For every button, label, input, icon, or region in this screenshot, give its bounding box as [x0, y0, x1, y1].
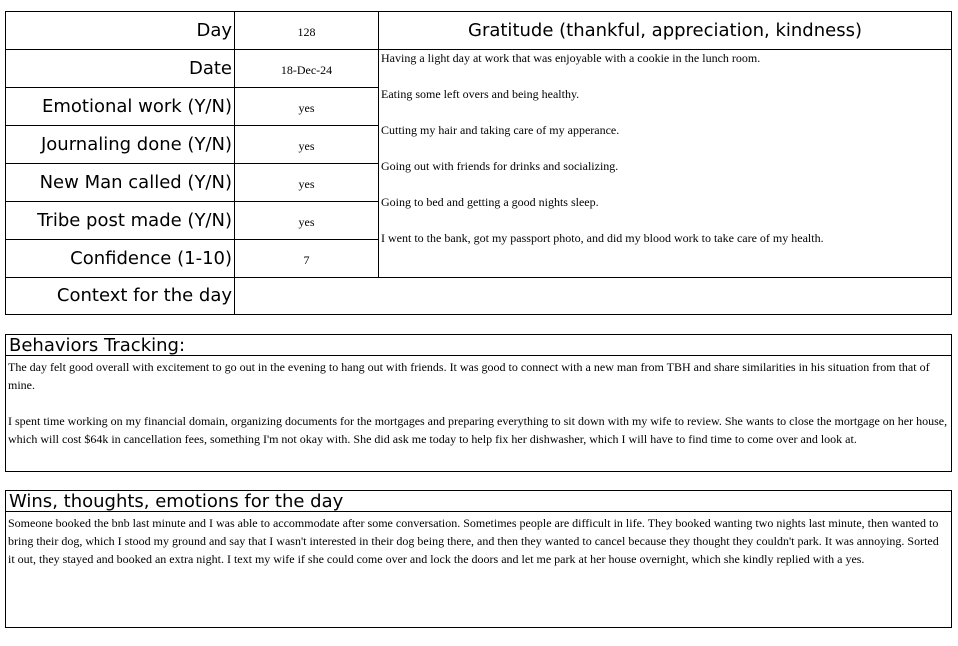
- journaling-value[interactable]: yes: [235, 126, 379, 164]
- journaling-label: Journaling done (Y/N): [6, 126, 235, 164]
- day-label: Day: [6, 12, 235, 50]
- gratitude-item: Cutting my hair and taking care of my apperance.: [381, 123, 620, 137]
- tribe-post-value[interactable]: yes: [235, 202, 379, 240]
- behaviors-section: [5, 334, 952, 472]
- day-value[interactable]: 128: [235, 12, 379, 50]
- context-value[interactable]: [235, 278, 951, 314]
- gratitude-item: Having a light day at work that was enjoyable with a cookie in the lunch room.: [381, 51, 761, 65]
- new-man-called-value[interactable]: yes: [235, 164, 379, 202]
- behaviors-paragraph: The day felt good overall with excitement to go out in the evening to hang out with friends. It was good to connect with a new man from TBH and share similarities in his situation from that of mine.: [8, 360, 930, 392]
- confidence-value[interactable]: 7: [235, 240, 379, 278]
- behaviors-paragraph: I spent time working on my financial domain, organizing documents for the mortgages and preparing everything to sit down with my wife to review. She wants to close the mortgage on her house, which will cost $64k in cancellation fees, something I'm not okay with. She did ask me today to help fix her dishwasher, which I will have to find time to come over and look at.: [8, 414, 948, 446]
- new-man-called-label: New Man called (Y/N): [6, 164, 235, 202]
- date-label: Date: [6, 50, 235, 88]
- gratitude-item: Eating some left overs and being healthy.: [381, 87, 580, 101]
- behaviors-title: Behaviors Tracking:: [6, 335, 951, 356]
- gratitude-item: Going to bed and getting a good nights sleep.: [381, 195, 599, 209]
- tribe-post-label: Tribe post made (Y/N): [6, 202, 235, 240]
- behaviors-text[interactable]: [6, 356, 951, 448]
- gratitude-item: I went to the bank, got my passport photo, and did my blood work to take care of my health.: [381, 231, 824, 245]
- date-value[interactable]: 18-Dec-24: [235, 50, 379, 88]
- daily-tracker-table: [5, 11, 952, 315]
- wins-title: Wins, thoughts, emotions for the day: [6, 491, 951, 512]
- gratitude-list[interactable]: [379, 50, 951, 278]
- confidence-label: Confidence (1-10): [6, 240, 235, 278]
- emotional-work-label: Emotional work (Y/N): [6, 88, 235, 126]
- emotional-work-value[interactable]: yes: [235, 88, 379, 126]
- gratitude-title: Gratitude (thankful, appreciation, kindness): [379, 12, 951, 50]
- gratitude-item: Going out with friends for drinks and socializing.: [381, 159, 619, 173]
- wins-section: [5, 490, 952, 628]
- wins-text[interactable]: Someone booked the bnb last minute and I was able to accommodate after some conversation. Sometimes people are difficult in life. They booked wanting two nights last minute, then wanted to bring their dog, which I stood my ground and say that I wasn't interested in their dog being there, and then they wanted to cancel because they thought they couldn't park. It was annoying. Sorted it out, they stayed and booked an extra night. I text my wife if she could come over and lock the doors and let me park at her house overnight, which she kindly replied with a yes.: [8, 516, 939, 566]
- context-label: Context for the day: [6, 278, 235, 314]
